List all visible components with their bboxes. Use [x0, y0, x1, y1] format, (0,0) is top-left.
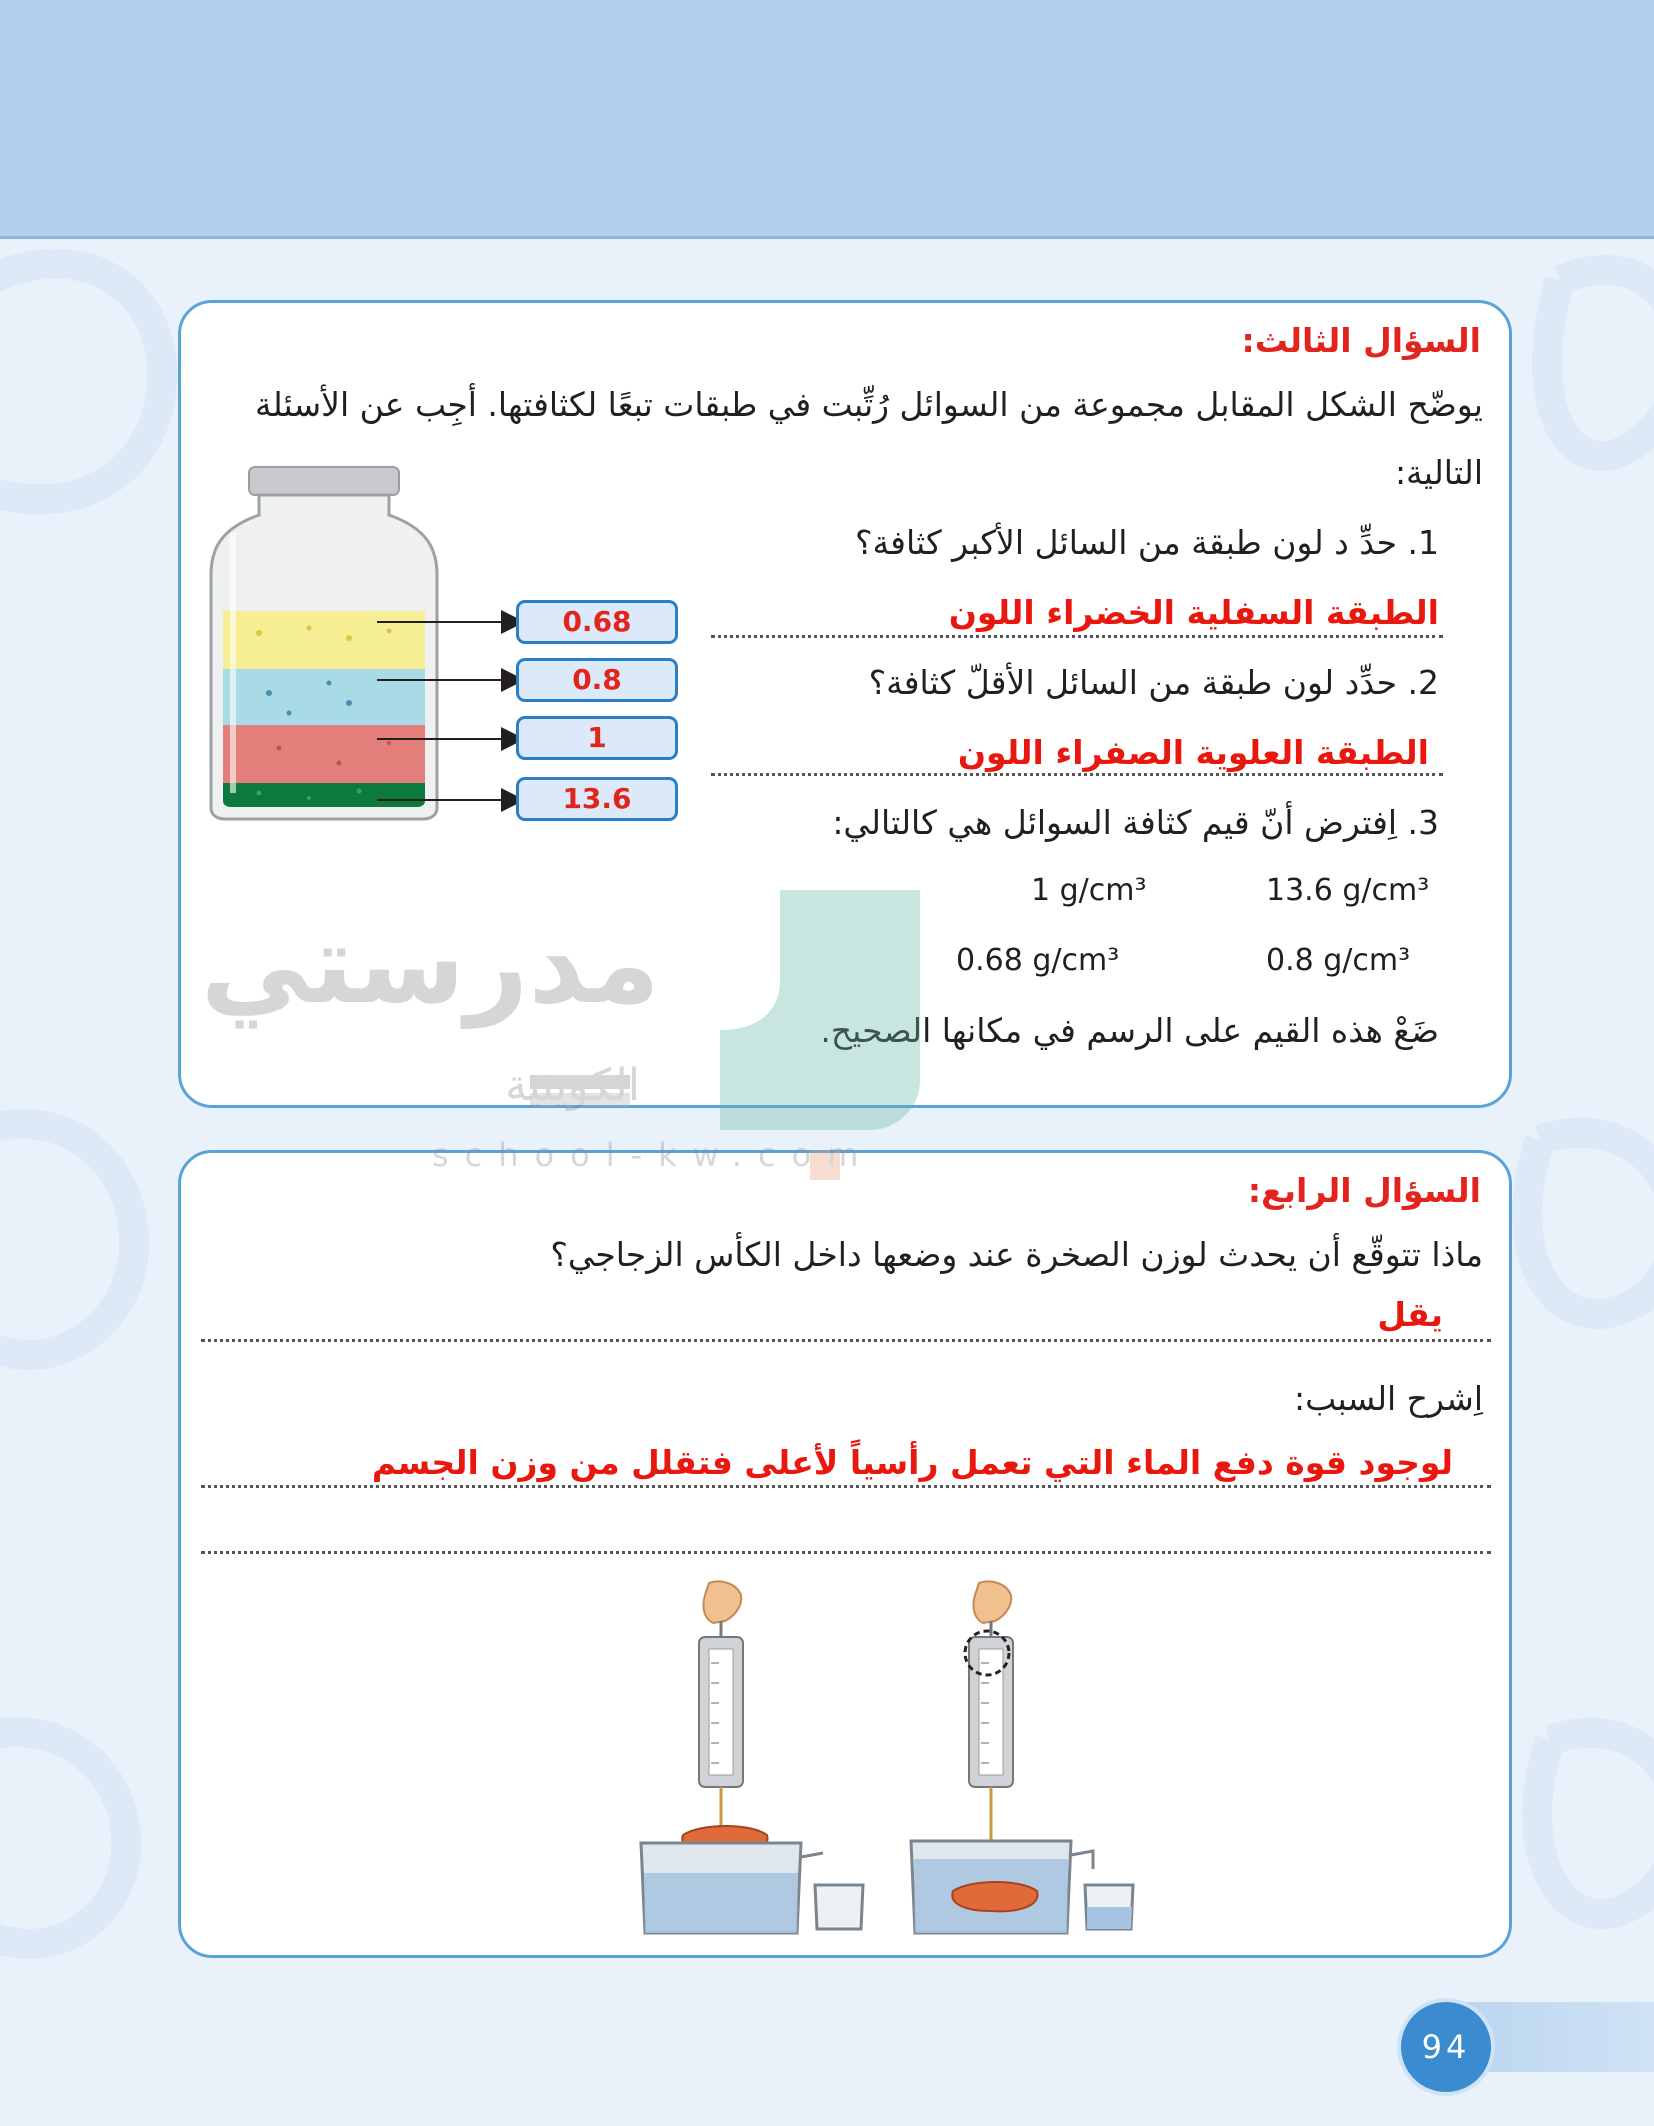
layer-value-box: 0.68 [516, 600, 678, 644]
answer-one: الطبقة السفلية الخضراء اللون [948, 593, 1439, 632]
question-three-heading: السؤال الثالث: [1241, 321, 1481, 360]
density-value: 0.8 g/cm³ [1266, 943, 1411, 978]
layer-value-box: 13.6 [516, 777, 678, 821]
question-three-intro-line1: يوضّح الشكل المقابل مجموعة من السوائل رُتِّبت في طبقات تبعًا لكثافتها. أجِب عن الأسئلة [254, 385, 1483, 424]
question-three-intro-line2: التالية: [1394, 453, 1483, 492]
answer-line [201, 1339, 1491, 1342]
question-three-item1: 1. حدِّ د لون طبقة من السائل الأكبر كثافة؟ [854, 523, 1439, 562]
jar-lid [249, 467, 399, 495]
answer-line [711, 773, 1443, 776]
question-three-item2: 2. حدِّد لون طبقة من السائل الأقلّ كثافة؟ [868, 663, 1439, 702]
spring-balance-illustration-water [871, 1573, 1251, 1943]
hand-icon [973, 1582, 1011, 1624]
question-four-panel [178, 1150, 1512, 1958]
answer-two: الطبقة العلوية الصفراء اللون [957, 733, 1429, 772]
watermark [200, 860, 920, 1180]
question-three-instruction: ضَعْ هذه القيم على الرسم في مكانها الصحيح. [820, 1011, 1439, 1050]
overflow-cup [815, 1885, 863, 1929]
density-value: 13.6 g/cm³ [1266, 873, 1430, 908]
layer-arrows [371, 593, 521, 843]
density-value: 1 g/cm³ [1031, 873, 1147, 908]
watermark-name: مدرستي [200, 900, 660, 1028]
hand-icon [703, 1582, 741, 1624]
answer-four: يقل [1377, 1295, 1443, 1334]
watermark-subtitle: الكويتية [504, 1060, 640, 1111]
header-band [0, 0, 1654, 239]
page-number: 94 [1397, 1998, 1495, 2096]
question-three-item3: 3. اِفترض أنّ قيم كثافة السوائل هي كالتالي: [832, 803, 1439, 842]
watermark-site: school-kw.com [432, 1136, 875, 1174]
layer-value-box: 0.8 [516, 658, 678, 702]
rock [952, 1882, 1037, 1911]
density-value: 0.68 g/cm³ [956, 943, 1120, 978]
answer-line [201, 1551, 1491, 1554]
question-four-heading: السؤال الرابع: [1247, 1171, 1481, 1210]
explain-label: اِشرح السبب: [1294, 1379, 1483, 1418]
explain-answer: لوجود قوة دفع الماء التي تعمل رأسياً لأعلى فتقلل من وزن الجسم [371, 1443, 1453, 1482]
answer-line [711, 635, 1443, 638]
question-four-text: ماذا تتوقّع أن يحدث لوزن الصخرة عند وضعها داخل الكأس الزجاجي؟ [550, 1235, 1483, 1274]
answer-line [201, 1485, 1491, 1488]
layer-value-box: 1 [516, 716, 678, 760]
